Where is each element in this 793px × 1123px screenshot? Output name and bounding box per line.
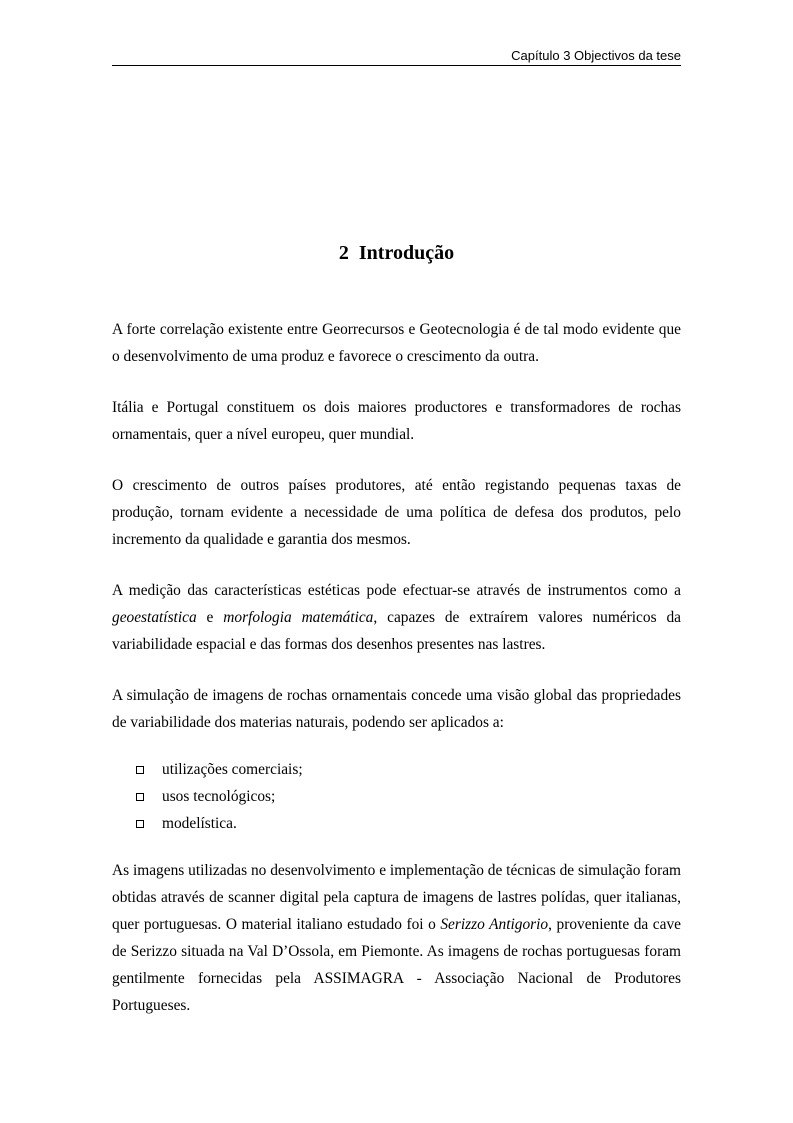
images-text-2: , proveniente da cave de Serizzo situada na Val D’Ossola, em Piemonte. As imagens de rochas portuguesas foram gentilmente fornecidas pela ASSIMAGRA - Associação Nacional de Produtores Portugueses. (112, 916, 681, 1014)
paragraph-growth: O crescimento de outros países produtores, até então registando pequenas taxas de produção, tornam evidente a necessidade de uma política de defesa dos produtos, pelo incremento da qualidade e garantia dos mesmos. (112, 477, 681, 548)
term-serizzo-antigorio: Serizzo Antigorio (440, 916, 549, 933)
checkbox-bullet-icon (136, 766, 144, 774)
paragraph-italy-portugal: Itália e Portugal constituem os dois maiores productores e transformadores de rochas ornamentais, quer a nível europeu, quer mundial. (112, 399, 681, 443)
measurement-text-3: , capazes de extraírem valores numéricos da variabilidade espacial e das formas dos desenhos presentes nas lastres. (112, 609, 681, 653)
chapter-title (112, 240, 681, 266)
body-text (112, 316, 681, 1043)
list-item (136, 756, 681, 783)
measurement-text-1: A medição das características estéticas pode efectuar-se através de instrumentos como a (112, 582, 681, 599)
running-header-title: Capítulo 3 Objectivos da tese (511, 48, 681, 63)
paragraph-measurement (112, 577, 681, 658)
applications-list (112, 756, 681, 837)
measurement-text-2: e (196, 609, 224, 626)
checkbox-bullet-icon (136, 820, 144, 828)
paragraph-simulation: A simulação de imagens de rochas ornamentais concede uma visão global das propriedades de variabilidade dos materias naturais, podendo ser aplicados a: (112, 687, 681, 731)
list-item-text: utilizações comerciais; (162, 761, 303, 778)
list-item (136, 810, 681, 837)
term-mathematical-morphology: morfologia matemática (223, 609, 374, 626)
paragraph-images (112, 857, 681, 1019)
chapter-title-text: Introdução (358, 242, 455, 264)
chapter-number: 2 (338, 242, 349, 264)
running-header (112, 48, 681, 66)
checkbox-bullet-icon (136, 793, 144, 801)
images-text-1: As imagens utilizadas no desenvolvimento e implementação de técnicas de simulação foram obtidas através de scanner digital pela captura de imagens de lastres polídas, quer italianas, quer portuguesas. O material italiano estudado foi o (112, 862, 681, 933)
paragraph-correlation: A forte correlação existente entre Georrecursos e Geotecnologia é de tal modo evidente que o desenvolvimento de uma produz e favorece o crescimento da outra. (112, 321, 681, 365)
list-item-text: modelística. (162, 815, 237, 832)
term-geostatistics: geoestatística (112, 609, 197, 626)
list-item-text: usos tecnológicos; (162, 788, 276, 805)
list-item (136, 783, 681, 810)
